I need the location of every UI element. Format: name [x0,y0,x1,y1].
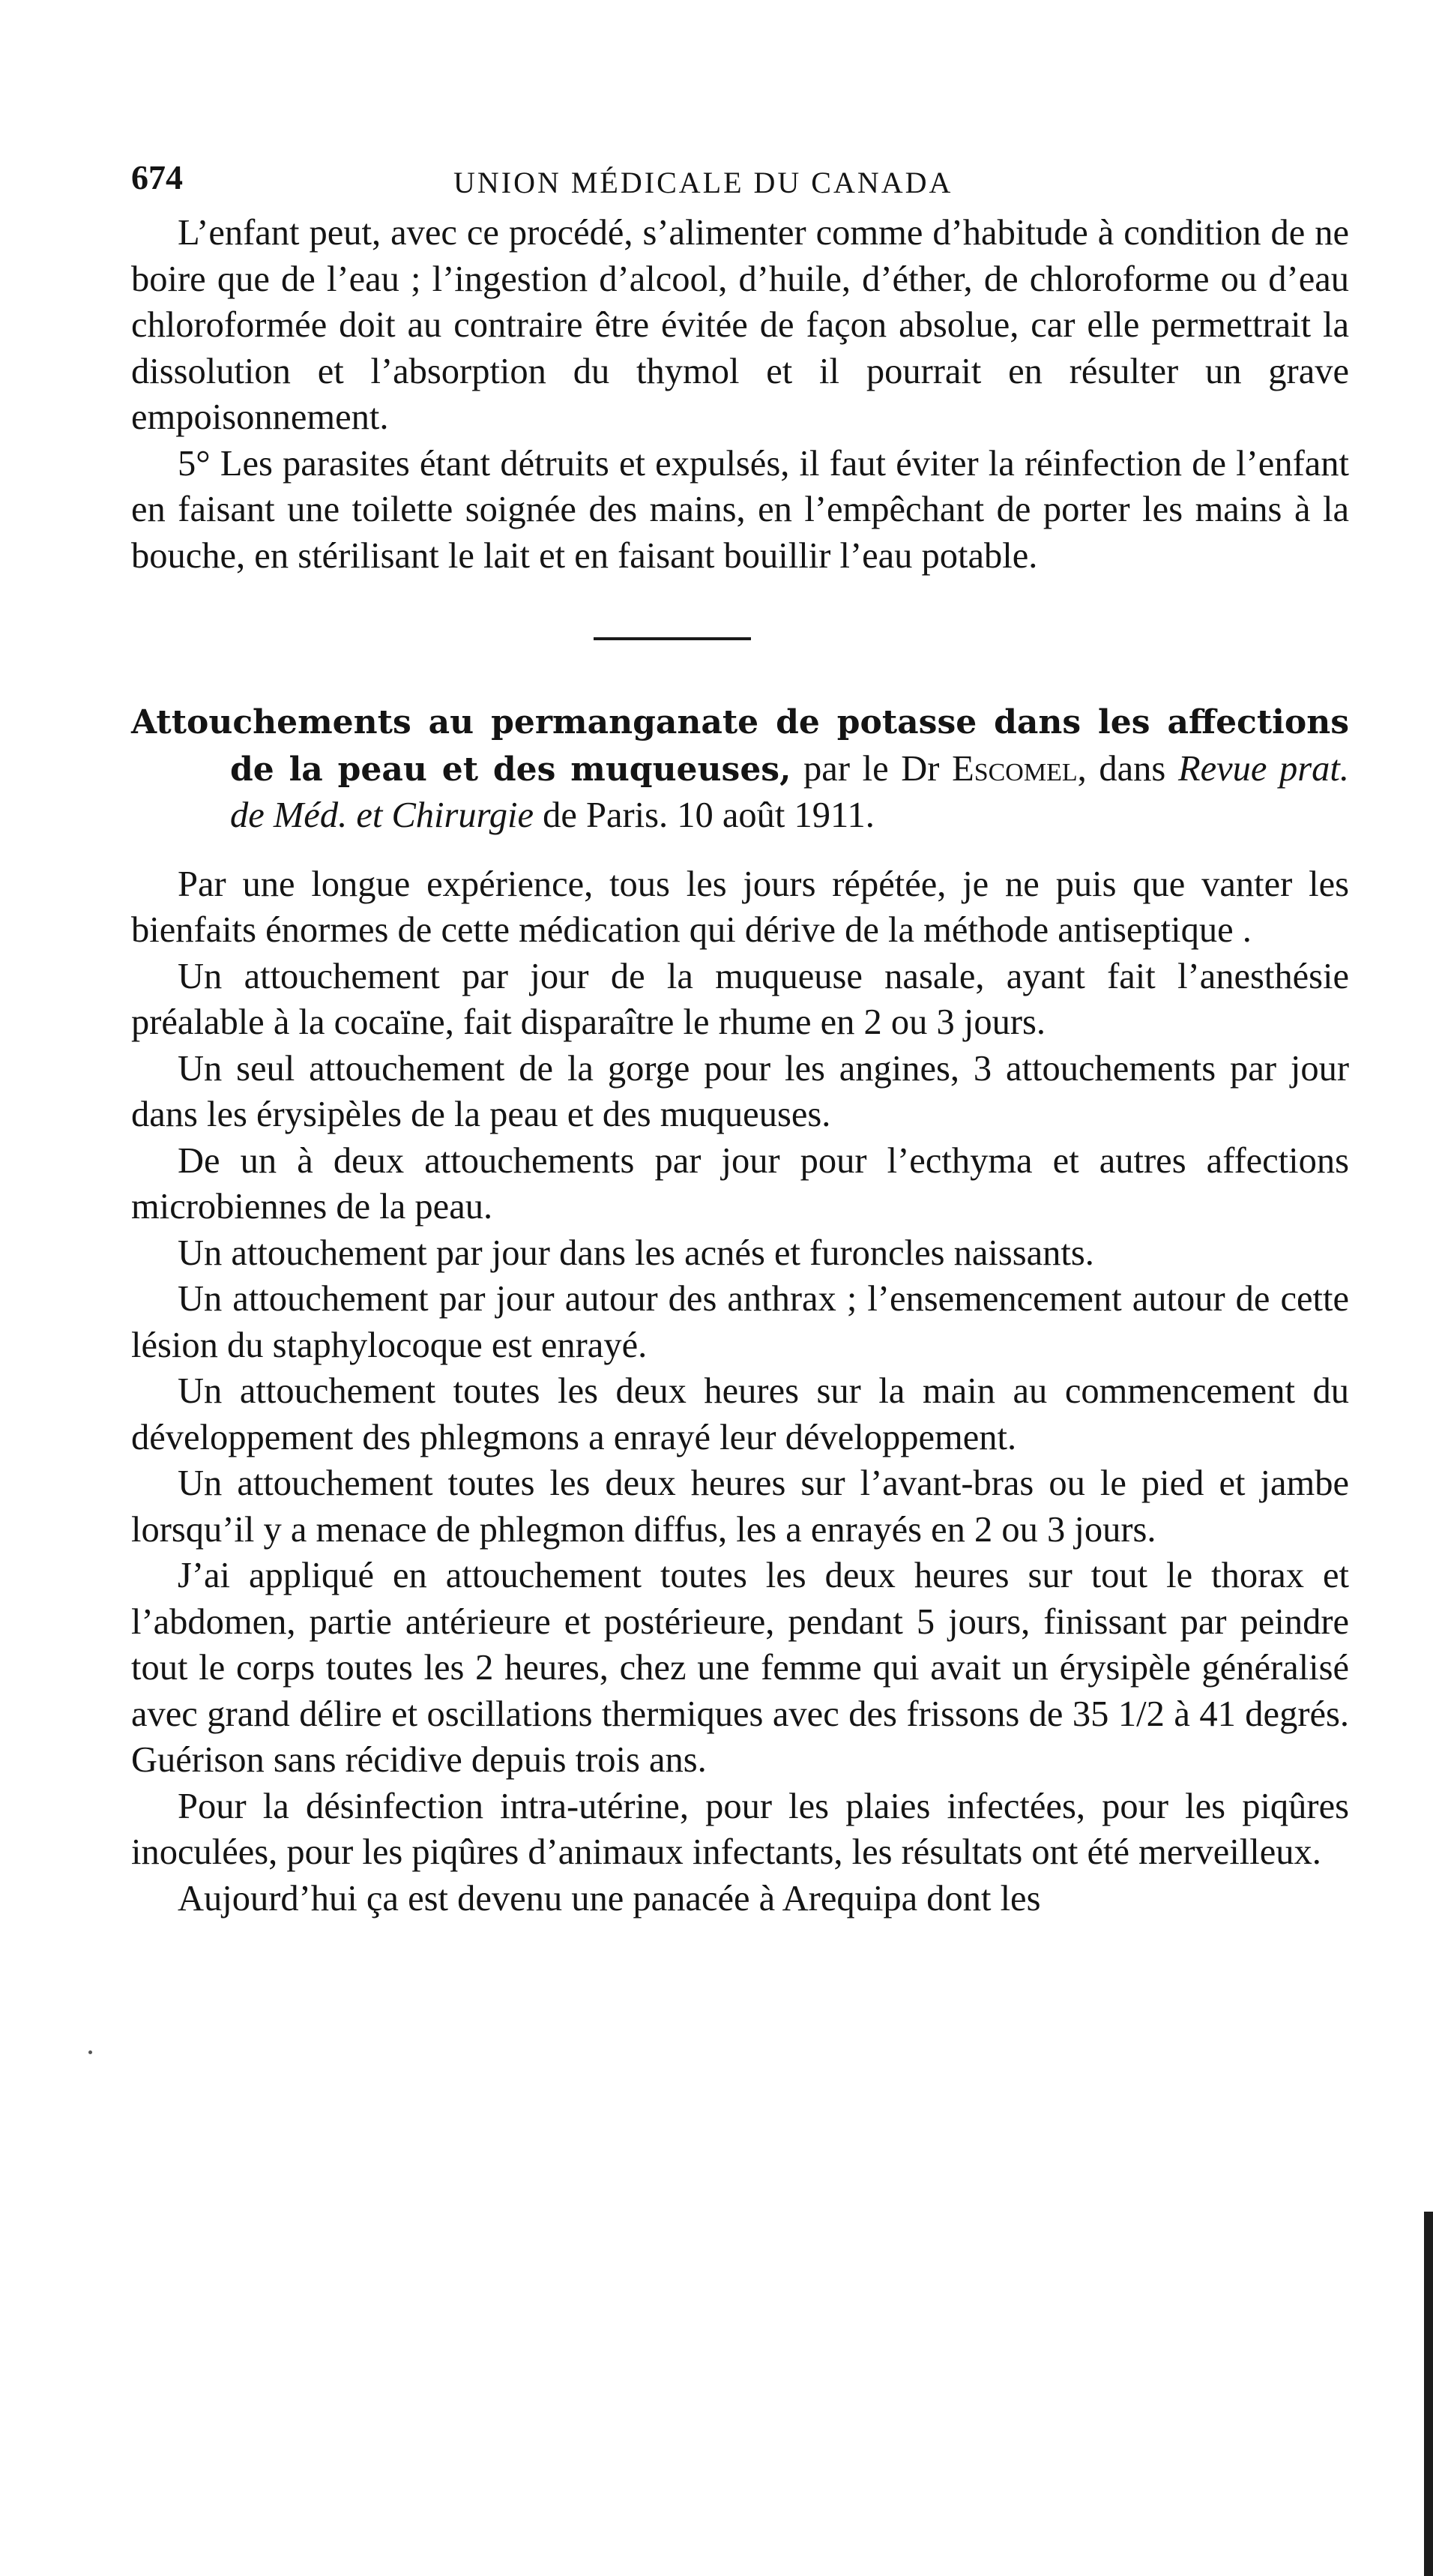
article-heading [131,699,1349,839]
article-in: , dans [1077,748,1178,789]
article-author: Escomel [952,748,1078,789]
body-paragraph: Un attouchement par jour dans les acnés et furoncles naissants. [178,1233,1094,1273]
body-paragraph: De un à deux attouchements par jour pour l’ecthyma et autres affections microbiennes de la peau. [131,1140,1349,1227]
body-paragraph: Aujourd’hui ça est devenu une panacée à Arequipa dont les [178,1878,1041,1919]
page-number: 674 [131,158,183,196]
body-paragraph: Par une longue expérience, tous les jours répétée, je ne puis que vanter les bienfaits énormes de cette médication qui dérive de la méthode antiseptique . [131,864,1349,950]
running-head [131,142,1349,210]
article-journal: Revue prat. de Méd. et Chirurgie [230,748,1350,835]
section-divider [594,637,751,640]
article-place-date: de Paris. 10 août 1911. [533,795,875,835]
intro-paragraph: L’enfant peut, avec ce procédé, s’alimenter comme d’habitude à condition de ne boire que de l’eau ; l’ingestion d’alcool, d’huile, d’éther, de chloroforme ou d’eau chloroformée doit au contraire être évitée de façon absolue, car elle permettrait la dissolution et l’absorption du thymol et il pourrait en résulter un grave empoisonnement. [131,213,1349,437]
book-page [131,142,1349,1922]
article-title: Attouchements au permanganate de potasse dans les affections de la peau et des muqueuses, [131,703,1349,789]
body-paragraph: Un attouchement toutes les deux heures sur l’avant-bras ou le pied et jambe lorsqu’il y a menace de phlegmon diffus, les a enrayés en 2 ou 3 jours. [131,1463,1349,1550]
body-paragraph: Pour la désinfection intra-utérine, pour les plaies infectées, pour les piqûres inoculées, pour les piqûres d’animaux infectants, les résultats ont été merveilleux. [131,1786,1349,1872]
body-paragraph: Un attouchement par jour de la muqueuse nasale, ayant fait l’anesthésie préalable à la cocaïne, fait disparaître le rhume en 2 ou 3 jours. [131,956,1349,1042]
journal-title: UNION MÉDICALE DU CANADA [453,166,953,199]
body-paragraph: Un attouchement toutes les deux heures sur la main au commencement du développement des phlegmons a enrayé leur développement. [131,1371,1349,1457]
margin-speck [88,2050,92,2054]
intro-paragraph: 5° Les parasites étant détruits et expulsés, il faut éviter la réinfection de l’enfant en faisant une toilette soignée des mains, en l’empêchant de porter les mains à la bouche, en stérilisant le lait et en faisant bouillir l’eau potable. [131,443,1349,576]
body-paragraph: Un attouchement par jour autour des anthrax ; l’ensemencement autour de cette lésion du staphylocoque est enrayé. [131,1279,1349,1365]
page-edge-shadow [1424,2212,1433,2576]
body-paragraph: Un seul attouchement de la gorge pour les angines, 3 attouchements par jour dans les érysipèles de la peau et des muqueuses. [131,1048,1349,1134]
article-by: par le Dr [791,748,953,789]
body-paragraph: J’ai appliqué en attouchement toutes les deux heures sur tout le thorax et l’abdomen, partie antérieure et postérieure, pendant 5 jours, finissant par peindre tout le corps toutes les 2 heures, chez une femme qui avait un érysipèle généralisé avec grand délire et oscillations thermiques avec des frissons de 35 1/2 à 41 degrés. Guérison sans récidive depuis trois ans. [131,1556,1349,1780]
